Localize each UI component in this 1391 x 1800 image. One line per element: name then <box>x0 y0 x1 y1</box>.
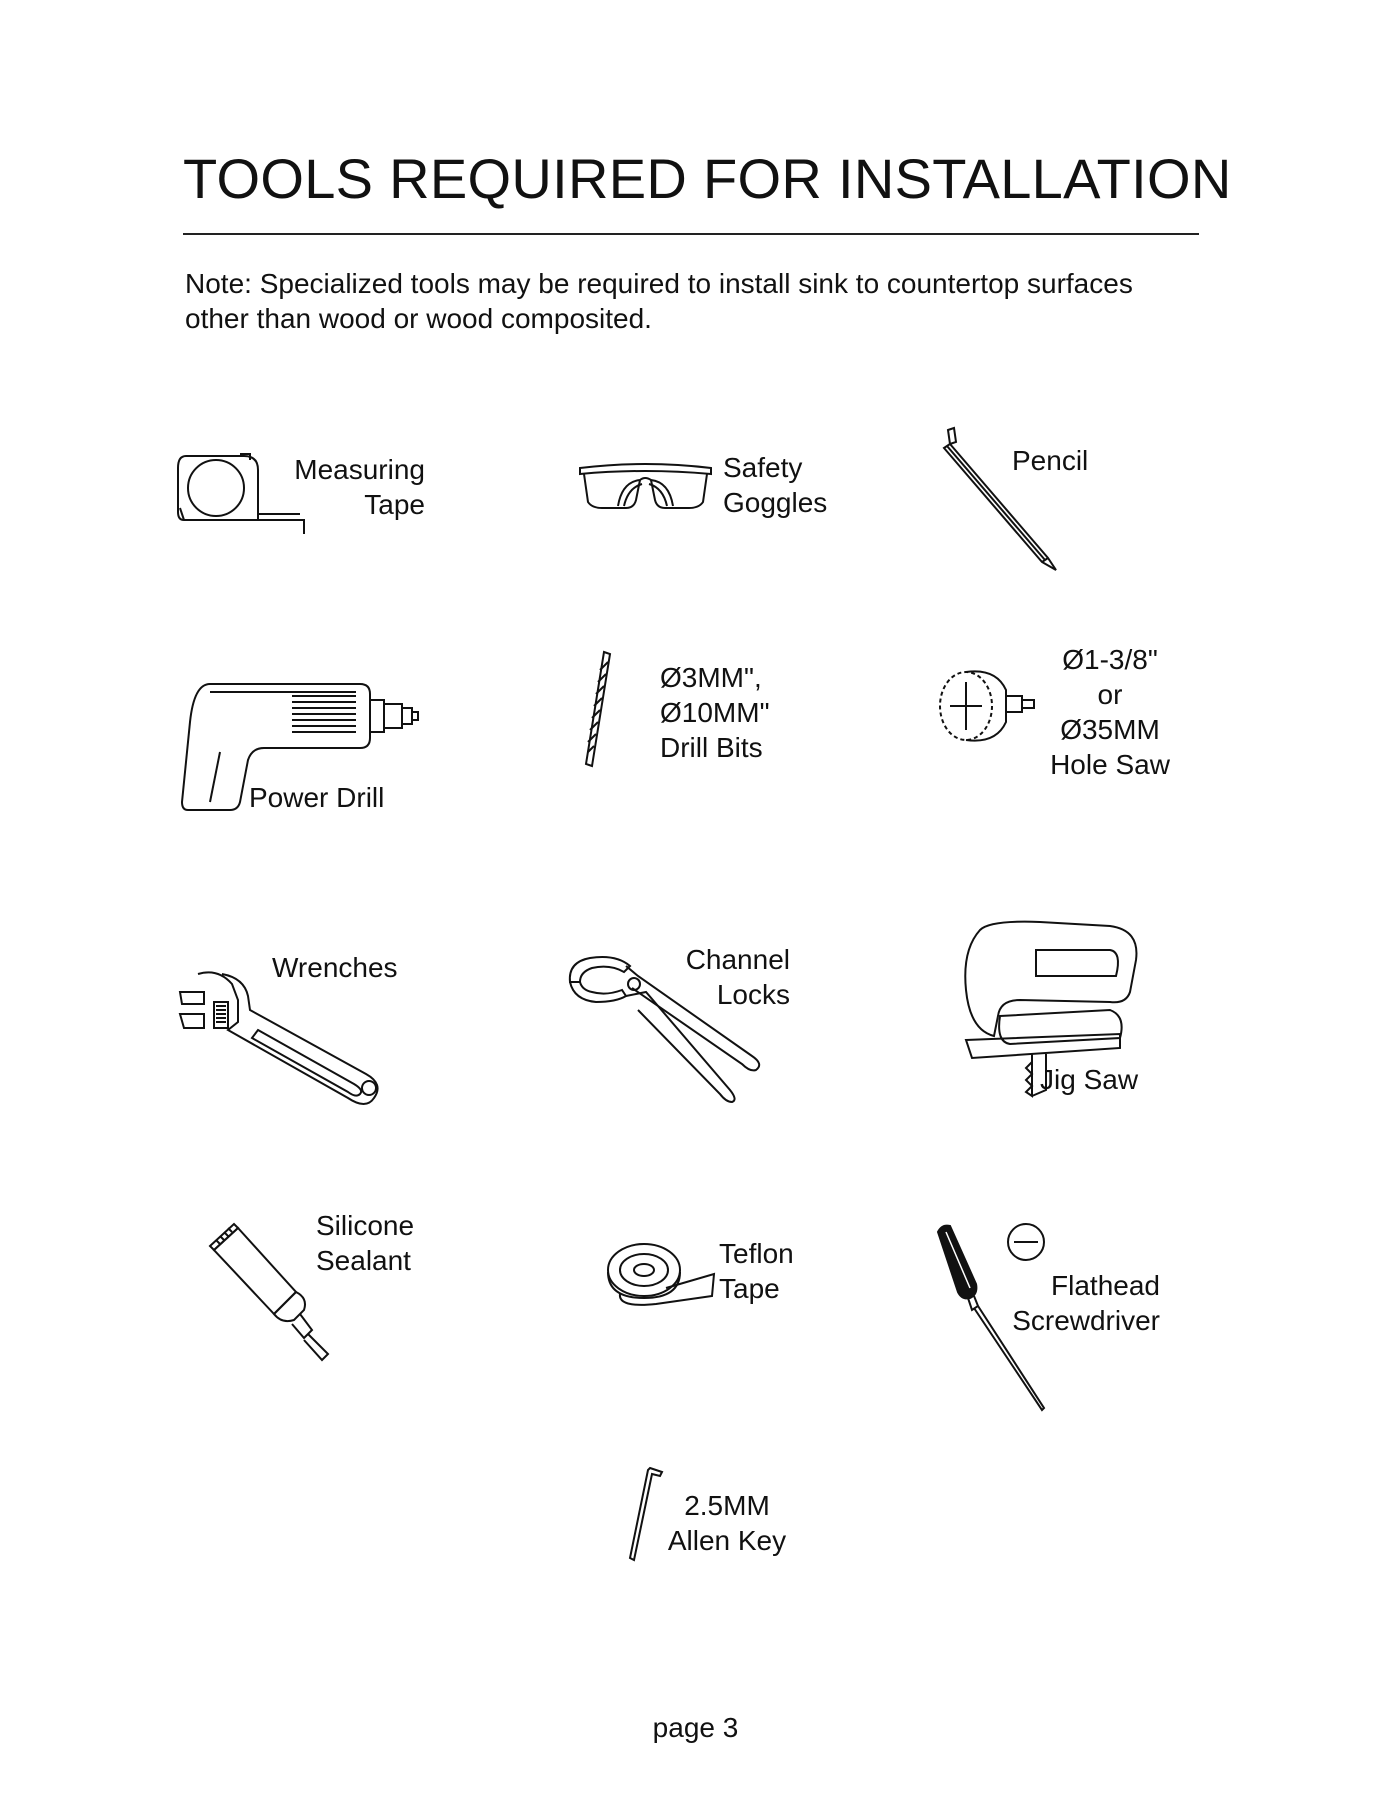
note-text <box>185 266 1215 336</box>
wrench-icon <box>178 970 393 1115</box>
title-divider <box>183 233 1199 235</box>
channel-locks-label-2: Locks <box>716 979 790 1010</box>
hole-saw-label-3: Ø35MM <box>1060 714 1160 745</box>
power-drill-label: Power Drill <box>249 782 385 813</box>
hole-saw-label-4: Hole Saw <box>1050 749 1170 780</box>
teflon-tape-icon <box>606 1240 716 1310</box>
drill-bits-label-3: Drill Bits <box>660 732 763 763</box>
note-line-2: other than wood or wood composited. <box>185 303 652 334</box>
page-title: TOOLS REQUIRED FOR INSTALLATION <box>183 147 1232 210</box>
allen-key-label-2: Allen Key <box>667 1525 787 1556</box>
safety-goggles-label-2: Goggles <box>723 487 828 518</box>
note-line-1: Note: Specialized tools may be required to install sink to countertop surfaces <box>185 268 1133 299</box>
jig-saw-label: Jig Saw <box>1040 1064 1139 1095</box>
page-number: page 3 <box>652 1712 739 1743</box>
wrenches-label: Wrenches <box>272 952 398 983</box>
measuring-tape-label-2: Tape <box>364 489 425 520</box>
flathead-screwdriver-label-2: Screwdriver <box>1012 1305 1160 1336</box>
drill-bits-label-2: Ø10MM" <box>660 697 770 728</box>
drill-bit-icon <box>584 650 614 770</box>
pencil-label: Pencil <box>1012 445 1089 476</box>
silicone-sealant-label-2: Sealant <box>316 1245 411 1276</box>
channel-locks-label-1: Channel <box>685 944 790 975</box>
safety-goggles-icon <box>578 462 713 512</box>
measuring-tape-label-1: Measuring <box>294 454 425 485</box>
hole-saw-label-1: Ø1-3/8" <box>1062 644 1158 675</box>
teflon-tape-label-2: Tape <box>719 1273 780 1304</box>
allen-key-label-1: 2.5MM <box>684 1490 770 1521</box>
hole-saw-label-2: or <box>1097 679 1123 710</box>
flathead-screwdriver-label-1: Flathead <box>1051 1270 1160 1301</box>
drill-bits-label-1: Ø3MM", <box>660 662 762 693</box>
hole-saw-icon <box>936 660 1036 750</box>
safety-goggles-label-1: Safety <box>723 452 803 483</box>
teflon-tape-label-1: Teflon <box>719 1238 794 1269</box>
silicone-sealant-label-1: Silicone <box>316 1210 415 1241</box>
